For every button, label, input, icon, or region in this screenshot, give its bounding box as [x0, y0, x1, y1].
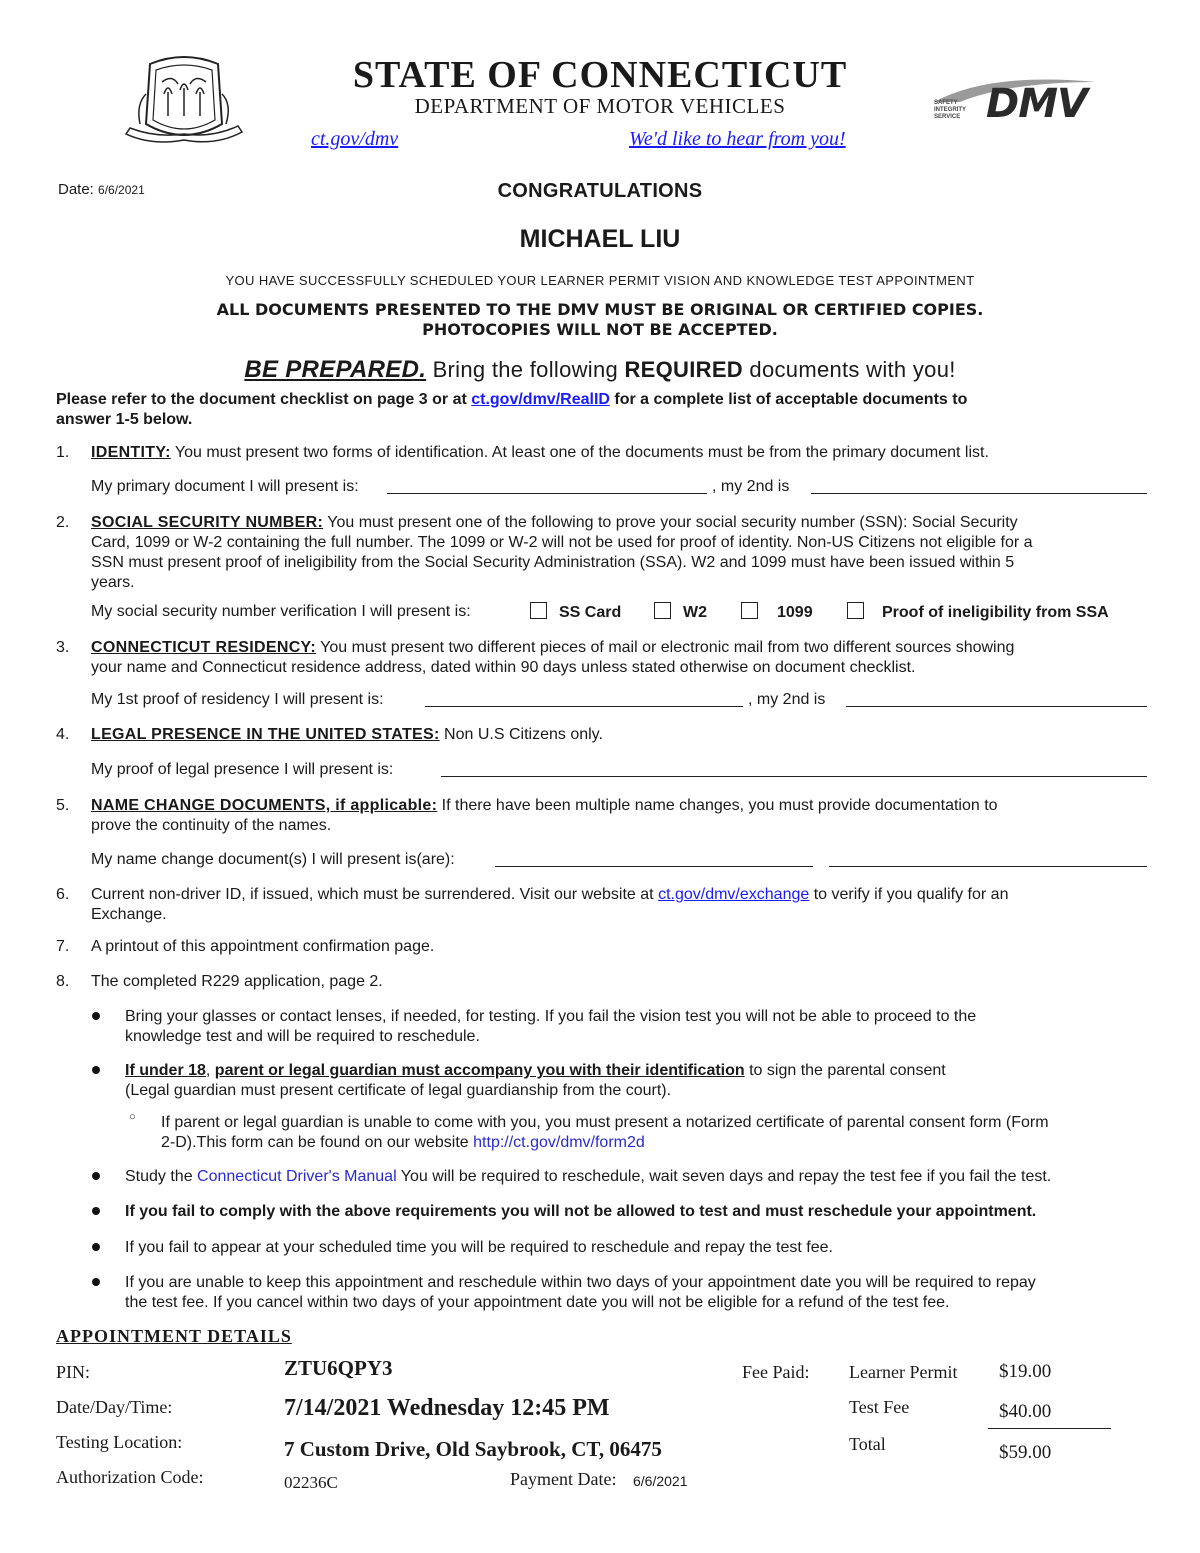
header-department: DEPARTMENT OF MOTOR VEHICLES — [414, 94, 786, 118]
item-8-text: The completed R229 application, page 2. — [91, 973, 383, 990]
residency-first-field[interactable] — [425, 706, 743, 707]
fee-learner-permit-amount: $19.00 — [999, 1361, 1052, 1382]
name-change-label: My name change document(s) I will present is(are): — [91, 851, 455, 868]
ssn-heading: SOCIAL SECURITY NUMBER: — [91, 514, 324, 531]
identity-description: You must present two forms of identification. At least one of the documents must be from the primary document list. — [170, 444, 989, 461]
warning-line-1: ALL DOCUMENTS PRESENTED TO THE DMV MUST BE ORIGINAL OR CERTIFIED COPIES. — [216, 300, 984, 319]
ssn-option-1099[interactable] — [741, 602, 813, 623]
bullet-glasses-1: Bring your glasses or contact lenses, if needed, for testing. If you fail the vision test you will not be able to proceed to the — [125, 1008, 977, 1025]
bullet-icon — [92, 1243, 100, 1251]
bullet-icon — [92, 1066, 100, 1074]
dmv-motto-2: INTEGRITY — [934, 107, 967, 113]
item-1-number: 1. — [56, 444, 70, 461]
payment-date-label: Payment Date: — [510, 1469, 617, 1489]
item-4-text — [91, 725, 1151, 745]
bullet-icon — [92, 1278, 100, 1286]
ssn-description-3: SSN must present proof of ineligibility from the Social Security Administration (SSA). W2 and 1099 must have been issued within 5 — [91, 554, 1015, 571]
ssn-verification-label: My social security number verification I will present is: — [91, 603, 471, 620]
residency-description-2: your name and Connecticut residence address, dated within 90 days unless stated otherwise on document checklist. — [91, 659, 916, 676]
dmv-motto-1: SAFETY — [934, 100, 958, 106]
second-document-label: , my 2nd is — [712, 478, 790, 495]
exchange-pre: Current non-driver ID, if issued, which must be surrendered. Visit our website at — [91, 886, 659, 903]
name-change-field-1[interactable] — [495, 866, 813, 867]
header-state-title: STATE OF CONNECTICUT — [352, 54, 848, 96]
item-5-text — [91, 796, 1151, 836]
item-2-text — [91, 513, 1151, 593]
item-1-text — [91, 443, 1151, 463]
exchange-post: to verify if you qualify for an — [809, 886, 1009, 903]
item-3-text — [91, 638, 1151, 678]
residency-second-label: , my 2nd is — [748, 691, 826, 708]
legal-presence-heading: LEGAL PRESENCE IN THE UNITED STATES: — [91, 726, 440, 743]
congratulations-heading: CONGRATULATIONS — [497, 180, 703, 202]
fee-learner-permit-label: Learner Permit — [849, 1362, 958, 1382]
second-document-field[interactable] — [811, 493, 1147, 494]
warning-line-2: PHOTOCOPIES WILL NOT BE ACCEPTED. — [422, 320, 778, 339]
ssn-option-ineligibility[interactable] — [847, 602, 1109, 623]
date-label: Date: — [58, 181, 94, 198]
primary-document-label: My primary document I will present is: — [91, 478, 359, 495]
ssn-option-ss-card[interactable] — [530, 602, 621, 623]
bullet-fail-to-appear: If you fail to appear at your scheduled time you will be required to reschedule and repay the test fee. — [125, 1239, 833, 1256]
be-prepared-text-1: Bring the following — [426, 357, 625, 382]
residency-second-field[interactable] — [846, 706, 1147, 707]
name-change-description-1: If there have been multiple name changes, you must provide documentation to — [437, 797, 998, 814]
dmv-motto-3: SERVICE — [934, 114, 961, 120]
form-1099-label: 1099 — [777, 604, 813, 621]
manual-pre: Study the — [125, 1168, 198, 1185]
bullet-icon — [92, 1012, 100, 1020]
refer-post-1: for a complete list of acceptable documents to — [609, 391, 968, 408]
residency-description-1: You must present two different pieces of mail or electronic mail from two different sources showing — [315, 639, 1015, 656]
ssn-option-w2[interactable] — [654, 602, 707, 623]
be-prepared-bold: BE PREPARED. — [244, 356, 427, 383]
datetime-value: 7/14/2021 Wednesday 12:45 PM — [284, 1395, 610, 1421]
name-change-field-2[interactable] — [829, 866, 1147, 867]
authorization-label: Authorization Code: — [56, 1467, 204, 1487]
guardian-certificate-text: (Legal guardian must present certificate of legal guardianship from the court). — [125, 1082, 672, 1099]
item-7-text: A printout of this appointment confirmation page. — [91, 938, 435, 955]
refer-post-2: answer 1-5 below. — [56, 411, 193, 428]
bullet-icon — [92, 1172, 100, 1180]
bullet-reschedule — [125, 1273, 1155, 1313]
reschedule-line-1: If you are unable to keep this appointment and reschedule within two days of your appointment date you will be required to repay — [125, 1274, 1036, 1291]
state-seal-icon — [122, 54, 246, 150]
item-3-number: 3. — [56, 639, 70, 656]
authorization-value: 02236C — [284, 1473, 338, 1492]
realid-link[interactable]: ct.gov/dmv/RealID — [471, 391, 610, 408]
refer-pre: Please refer to the document checklist on page 3 or at — [56, 391, 472, 408]
bullet-glasses — [125, 1007, 1155, 1047]
fee-total-amount: $59.00 — [999, 1442, 1052, 1463]
exchange-line-2: Exchange. — [91, 906, 167, 923]
fee-total-label: Total — [849, 1434, 886, 1454]
w2-label: W2 — [683, 604, 707, 621]
dmv-logo-motto — [934, 100, 966, 121]
be-prepared-required: REQUIRED — [624, 357, 743, 382]
name-change-description-2: prove the continuity of the names. — [91, 817, 332, 834]
sub-bullet-marker: ○ — [129, 1111, 136, 1123]
bullet-drivers-manual — [125, 1167, 1165, 1187]
ineligibility-label: Proof of ineligibility from SSA — [882, 604, 1109, 621]
payment-date-value: 6/6/2021 — [633, 1473, 688, 1489]
refer-instructions — [56, 390, 1156, 430]
sub-bullet-line-1: If parent or legal guardian is unable to come with you, you must present a notarized certificate of parental consent form (Form — [161, 1114, 1049, 1131]
fee-total-divider — [988, 1428, 1111, 1429]
bullet-glasses-2: knowledge test and will be required to reschedule. — [125, 1028, 480, 1045]
parental-consent-text: to sign the parental consent — [744, 1062, 946, 1079]
dmv-logo — [930, 72, 1100, 128]
item-5-number: 5. — [56, 797, 70, 814]
exchange-link[interactable]: ct.gov/dmv/exchange — [658, 886, 810, 903]
fee-test-amount: $40.00 — [999, 1401, 1052, 1422]
ssn-description-4: years. — [91, 574, 135, 591]
location-value: 7 Custom Drive, Old Saybrook, CT, 06475 — [284, 1437, 662, 1461]
bullet-under-18 — [125, 1061, 1155, 1101]
documents-warning — [60, 300, 1140, 340]
reschedule-line-2: the test fee. If you cancel within two days of your appointment date you will not be eligible for a refund of the test fee. — [125, 1294, 950, 1311]
datetime-label: Date/Day/Time: — [56, 1397, 173, 1417]
pin-label: PIN: — [56, 1362, 91, 1382]
ineligibility-checkbox[interactable] — [847, 602, 864, 619]
pin-value: ZTU6QPY3 — [284, 1356, 393, 1380]
item-7-number: 7. — [56, 938, 70, 955]
form2d-link[interactable]: http://ct.gov/dmv/form2d — [473, 1134, 645, 1151]
date-line — [58, 180, 145, 200]
ssn-description-2: Card, 1099 or W-2 containing the full number. The 1099 or W-2 will not be used for proof of identity. Non-US Citizens not eligible for a — [91, 534, 1033, 551]
sub-bullet-line-2: 2-D).This form can be found on our website — [161, 1134, 474, 1151]
guardian-bold: parent or legal guardian must accompany you with their identification — [214, 1062, 745, 1079]
drivers-manual-link[interactable]: Connecticut Driver's Manual — [197, 1168, 397, 1185]
under-18-bold: If under 18 — [125, 1062, 206, 1079]
state-seal — [122, 54, 246, 150]
fee-paid-label: Fee Paid: — [742, 1362, 810, 1382]
feedback-link[interactable]: We'd like to hear from you! — [629, 128, 846, 150]
under-18-comma: , — [205, 1062, 215, 1079]
legal-presence-field[interactable] — [441, 776, 1147, 777]
fee-test-label: Test Fee — [849, 1397, 910, 1417]
dmv-logo-text: DMV — [986, 81, 1087, 127]
bullet-icon — [92, 1207, 100, 1215]
residency-heading: CONNECTICUT RESIDENCY: — [91, 639, 316, 656]
be-prepared-heading — [60, 356, 1140, 384]
legal-presence-label: My proof of legal presence I will present is: — [91, 761, 394, 778]
bullet-comply: If you fail to comply with the above requirements you will not be allowed to test and must reschedule your appointment. — [125, 1203, 1037, 1220]
item-4-number: 4. — [56, 726, 70, 743]
location-label: Testing Location: — [56, 1432, 183, 1452]
form-1099-checkbox[interactable] — [741, 602, 758, 619]
primary-document-field[interactable] — [387, 493, 707, 494]
scheduled-message: YOU HAVE SUCCESSFULLY SCHEDULED YOUR LEARNER PERMIT VISION AND KNOWLEDGE TEST APPOINTMENT — [225, 273, 975, 288]
be-prepared-text-2: documents with you! — [743, 357, 956, 382]
name-change-heading: NAME CHANGE DOCUMENTS, if applicable: — [91, 797, 438, 814]
applicant-name: MICHAEL LIU — [519, 225, 681, 253]
item-2-number: 2. — [56, 514, 70, 531]
ss-card-checkbox[interactable] — [530, 602, 547, 619]
item-6-text — [91, 885, 1151, 925]
identity-heading: IDENTITY: — [91, 444, 171, 461]
sub-bullet-guardian — [161, 1113, 1156, 1153]
w2-checkbox[interactable] — [654, 602, 671, 619]
date-value: 6/6/2021 — [98, 183, 145, 197]
ct-gov-dmv-link[interactable]: ct.gov/dmv — [311, 128, 399, 150]
ss-card-label: SS Card — [559, 604, 622, 621]
residency-first-label: My 1st proof of residency I will present is: — [91, 691, 384, 708]
manual-post: You will be required to reschedule, wait seven days and repay the test fee if you fail the test. — [396, 1168, 1052, 1185]
item-6-number: 6. — [56, 886, 70, 903]
item-8-number: 8. — [56, 973, 70, 990]
ssn-description-1: You must present one of the following to prove your social security number (SSN): Social Security — [323, 514, 1018, 531]
legal-presence-description: Non U.S Citizens only. — [439, 726, 603, 743]
appointment-details-title: APPOINTMENT DETAILS — [56, 1326, 292, 1346]
